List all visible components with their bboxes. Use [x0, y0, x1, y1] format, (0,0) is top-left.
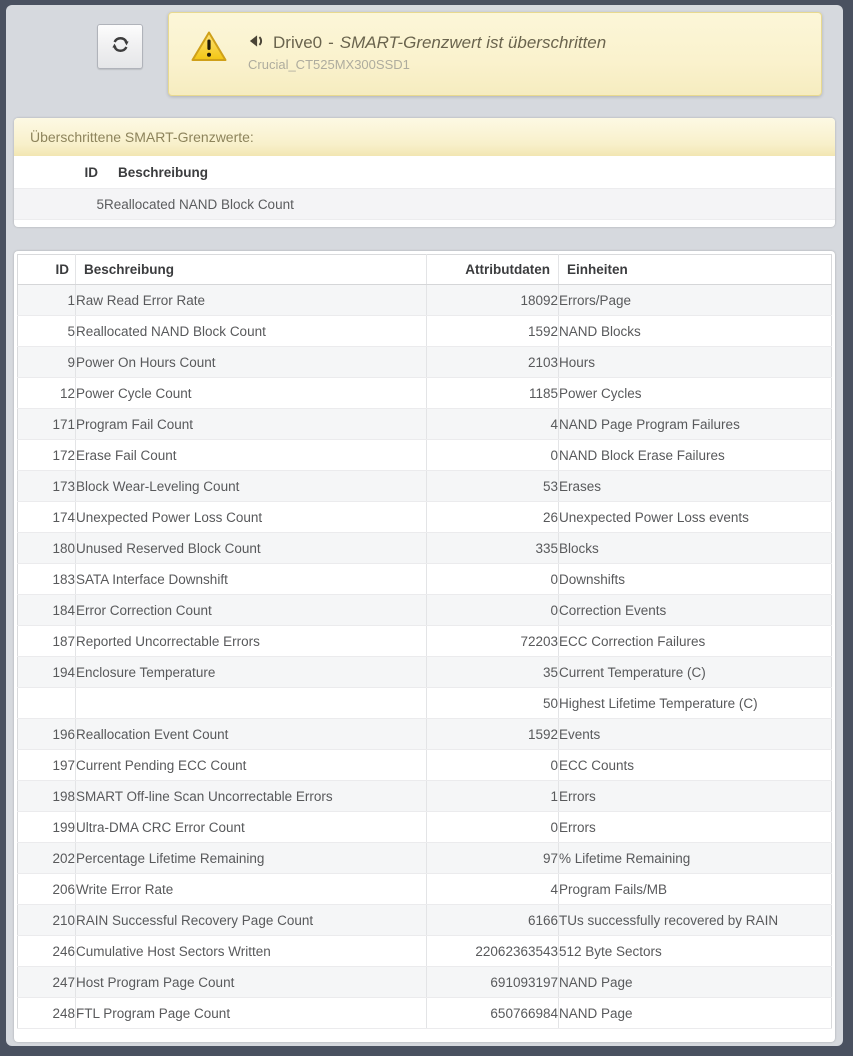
cell-unit: Errors: [559, 812, 832, 843]
cell-desc: Write Error Rate: [76, 874, 427, 905]
alert-banner: [168, 12, 822, 96]
cell-id: 210: [18, 905, 76, 936]
cell-unit: Errors/Page: [559, 285, 832, 316]
cell-unit: NAND Page: [559, 998, 832, 1029]
table-row[interactable]: [18, 502, 832, 533]
cell-id: 172: [18, 440, 76, 471]
table-row[interactable]: [18, 905, 832, 936]
cell-unit: NAND Blocks: [559, 316, 832, 347]
cell-unit: ECC Counts: [559, 750, 832, 781]
cell-value: 22062363543: [427, 936, 559, 967]
refresh-icon: [111, 35, 130, 59]
cell-value: 0: [427, 812, 559, 843]
table-row[interactable]: [14, 189, 835, 220]
cell-desc: Reallocated NAND Block Count: [104, 196, 294, 212]
table-row[interactable]: [18, 998, 832, 1029]
cell-unit: Errors: [559, 781, 832, 812]
smart-attributes-panel: [14, 251, 835, 1042]
cell-desc: Cumulative Host Sectors Written: [76, 936, 427, 967]
toolbar: [6, 5, 843, 109]
cell-desc: Power Cycle Count: [76, 378, 427, 409]
cell-id: 184: [18, 595, 76, 626]
table-row[interactable]: [18, 657, 832, 688]
exceeded-table-body: [14, 189, 835, 220]
cell-id: 194: [18, 657, 76, 688]
cell-value: 1592: [427, 719, 559, 750]
cell-id: 183: [18, 564, 76, 595]
cell-unit: 512 Byte Sectors: [559, 936, 832, 967]
cell-unit: Highest Lifetime Temperature (C): [559, 688, 832, 719]
cell-id: 171: [18, 409, 76, 440]
exceeded-panel-title: Überschrittene SMART-Grenzwerte:: [14, 118, 835, 156]
cell-unit: ECC Correction Failures: [559, 626, 832, 657]
cell-id: 202: [18, 843, 76, 874]
cell-unit: Power Cycles: [559, 378, 832, 409]
cell-desc: [76, 688, 427, 719]
column-header-attribute-data[interactable]: Attributdaten: [427, 255, 559, 285]
cell-id: 198: [18, 781, 76, 812]
table-row[interactable]: [18, 595, 832, 626]
column-header-id[interactable]: ID: [18, 255, 76, 285]
cell-desc: SMART Off-line Scan Uncorrectable Errors: [76, 781, 427, 812]
cell-id: 196: [18, 719, 76, 750]
cell-id: [18, 688, 76, 719]
cell-unit: % Lifetime Remaining: [559, 843, 832, 874]
cell-value: 4: [427, 409, 559, 440]
cell-unit: TUs successfully recovered by RAIN: [559, 905, 832, 936]
column-header-id[interactable]: ID: [14, 156, 104, 189]
cell-id: 206: [18, 874, 76, 905]
cell-desc: Raw Read Error Rate: [76, 285, 427, 316]
cell-desc: Enclosure Temperature: [76, 657, 427, 688]
cell-id: 248: [18, 998, 76, 1029]
cell-desc: Unexpected Power Loss Count: [76, 502, 427, 533]
alert-title-separator: -: [328, 33, 334, 52]
cell-value: 50: [427, 688, 559, 719]
cell-value: 4: [427, 874, 559, 905]
table-row[interactable]: [18, 719, 832, 750]
table-row[interactable]: [18, 378, 832, 409]
cell-id: 174: [18, 502, 76, 533]
table-row[interactable]: [18, 812, 832, 843]
cell-unit: Unexpected Power Loss events: [559, 502, 832, 533]
cell-desc: Power On Hours Count: [76, 347, 427, 378]
cell-value: 1: [427, 781, 559, 812]
table-row[interactable]: [18, 967, 832, 998]
cell-desc: Unused Reserved Block Count: [76, 533, 427, 564]
table-row[interactable]: [18, 750, 832, 781]
alert-title: [248, 32, 606, 53]
cell-id: 247: [18, 967, 76, 998]
cell-id: 180: [18, 533, 76, 564]
cell-id: 5: [18, 316, 76, 347]
cell-unit: Erases: [559, 471, 832, 502]
cell-id: 197: [18, 750, 76, 781]
cell-value: 691093197: [427, 967, 559, 998]
cell-id: 9: [18, 347, 76, 378]
cell-desc: Current Pending ECC Count: [76, 750, 427, 781]
table-row[interactable]: [18, 688, 832, 719]
table-row[interactable]: [18, 471, 832, 502]
cell-desc: Percentage Lifetime Remaining: [76, 843, 427, 874]
table-header-row: [14, 156, 835, 189]
cell-desc: Erase Fail Count: [76, 440, 427, 471]
cell-value: 18092: [427, 285, 559, 316]
cell-desc: SATA Interface Downshift: [76, 564, 427, 595]
cell-unit: NAND Block Erase Failures: [559, 440, 832, 471]
cell-value: 6166: [427, 905, 559, 936]
cell-unit: Current Temperature (C): [559, 657, 832, 688]
table-row[interactable]: [18, 533, 832, 564]
cell-desc: Ultra-DMA CRC Error Count: [76, 812, 427, 843]
cell-unit: Blocks: [559, 533, 832, 564]
cell-value: 335: [427, 533, 559, 564]
cell-id: 199: [18, 812, 76, 843]
table-row[interactable]: [18, 440, 832, 471]
column-header-description[interactable]: Beschreibung: [76, 255, 427, 285]
cell-desc: Block Wear-Leveling Count: [76, 471, 427, 502]
cell-desc: Reallocation Event Count: [76, 719, 427, 750]
cell-desc: FTL Program Page Count: [76, 998, 427, 1029]
cell-unit: NAND Page: [559, 967, 832, 998]
cell-value: 1592: [427, 316, 559, 347]
alert-title-message: SMART-Grenzwert ist überschritten: [339, 33, 607, 52]
table-row[interactable]: [18, 626, 832, 657]
cell-unit: Correction Events: [559, 595, 832, 626]
column-header-units[interactable]: Einheiten: [559, 255, 832, 285]
exceeded-limits-panel: [14, 118, 835, 227]
cell-desc: Reallocated NAND Block Count: [76, 316, 427, 347]
table-row[interactable]: [18, 843, 832, 874]
cell-desc: Host Program Page Count: [76, 967, 427, 998]
cell-unit: Hours: [559, 347, 832, 378]
page: [6, 5, 843, 1046]
cell-value: 26: [427, 502, 559, 533]
refresh-button[interactable]: [97, 24, 143, 69]
alert-subtitle-device: Crucial_CT525MX300SSD1: [248, 57, 410, 72]
table-row[interactable]: [18, 936, 832, 967]
cell-value: 650766984: [427, 998, 559, 1029]
cell-unit: Downshifts: [559, 564, 832, 595]
cell-desc: RAIN Successful Recovery Page Count: [76, 905, 427, 936]
column-header-description[interactable]: Beschreibung: [104, 156, 835, 189]
cell-id: 1: [18, 285, 76, 316]
table-row[interactable]: [18, 347, 832, 378]
attributes-table-body: [18, 285, 832, 1029]
cell-id: 12: [18, 378, 76, 409]
cell-value: 97: [427, 843, 559, 874]
cell-id: 173: [18, 471, 76, 502]
cell-desc: Error Correction Count: [76, 595, 427, 626]
cell-desc: Reported Uncorrectable Errors: [76, 626, 427, 657]
cell-id: 246: [18, 936, 76, 967]
alert-text: [248, 32, 606, 72]
cell-value: 53: [427, 471, 559, 502]
cell-desc: Program Fail Count: [76, 409, 427, 440]
cell-value: 2103: [427, 347, 559, 378]
cell-unit: Events: [559, 719, 832, 750]
cell-value: 35: [427, 657, 559, 688]
table-row[interactable]: [18, 781, 832, 812]
smart-attributes-table: [17, 254, 832, 1029]
cell-unit: Program Fails/MB: [559, 874, 832, 905]
warning-triangle-icon: [190, 30, 228, 68]
cell-value: 0: [427, 440, 559, 471]
table-row[interactable]: [18, 409, 832, 440]
cell-value: 1185: [427, 378, 559, 409]
table-row[interactable]: [18, 564, 832, 595]
cell-value: 0: [427, 564, 559, 595]
table-row[interactable]: [18, 874, 832, 905]
speaker-icon: [248, 33, 265, 54]
cell-value: 72203: [427, 626, 559, 657]
table-header-row: [18, 255, 832, 285]
alert-drive-name: Drive0: [273, 33, 323, 52]
exceeded-limits-table: [14, 156, 835, 220]
table-row[interactable]: [18, 285, 832, 316]
cell-value: 0: [427, 750, 559, 781]
table-row[interactable]: [18, 316, 832, 347]
cell-id: 187: [18, 626, 76, 657]
cell-unit: NAND Page Program Failures: [559, 409, 832, 440]
cell-value: 0: [427, 595, 559, 626]
cell-id: 5: [96, 196, 104, 212]
